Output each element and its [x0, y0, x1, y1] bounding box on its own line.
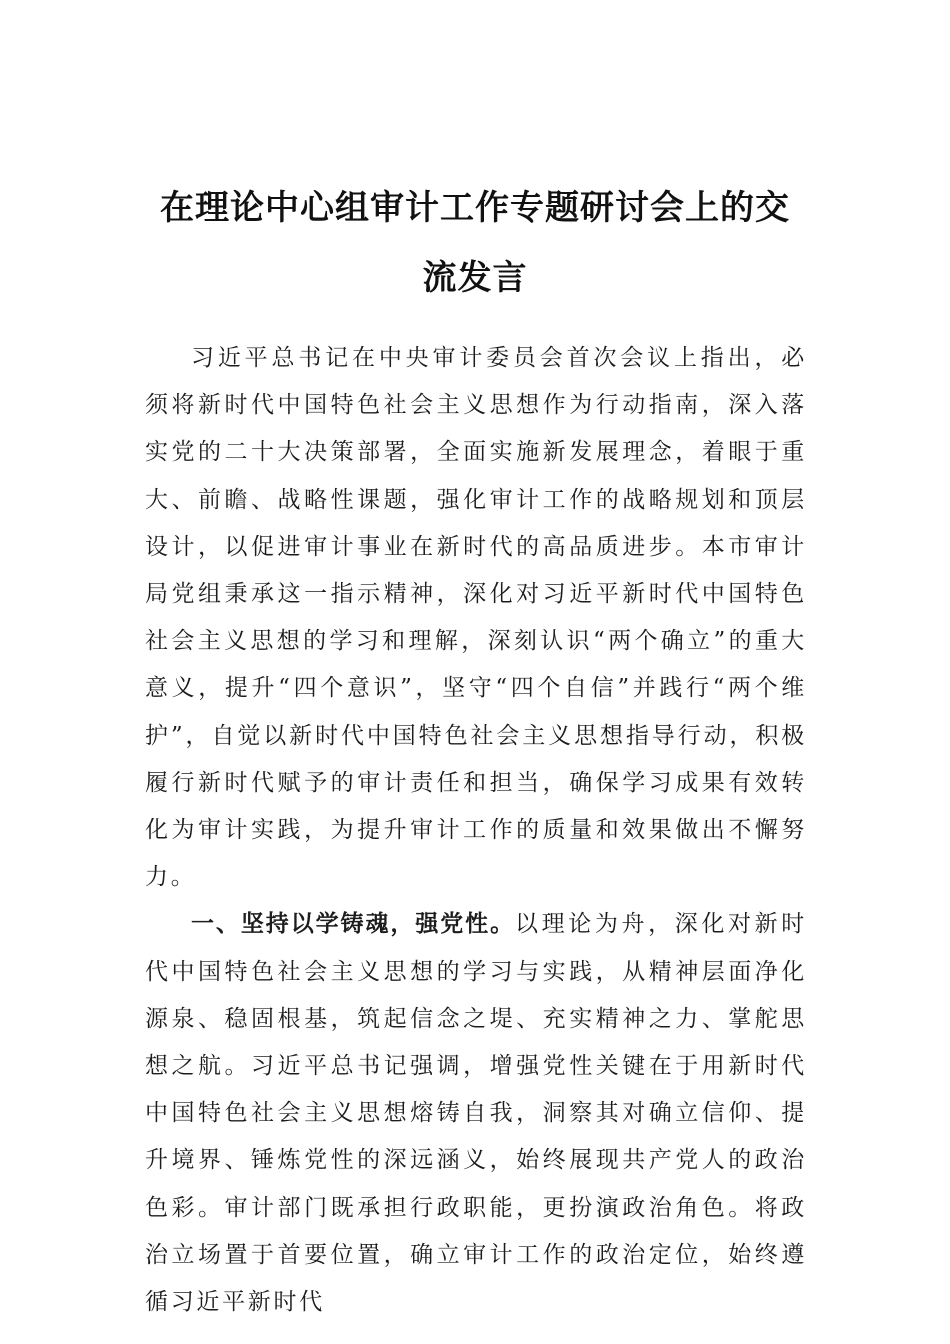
paragraph-intro-text: 习近平总书记在中央审计委员会首次会议上指出，必须将新时代中国特色社会主义思想作为行动指南，深入落实党的二十大决策部署，全面实施新发展理念，着眼于重大、前瞻、战略性课题，强化审计工作的战略规划和顶层设计，以促进审计事业在新时代的高品质进步。本市审计局党组秉承这一指示精神，深化对习近平新时代中国特色社会主义思想的学习和理解，深刻认识“两个确立”的重大意义，提升“四个意识”，坚守“四个自信”并践行“两个维护”，自觉以新时代中国特色社会主义思想指导行动，积极履行新时代赋予的审计责任和担当，确保学习成果有效转化为审计实践，为提升审计工作的质量和效果做出不懈努力。	[145, 345, 807, 891]
section-1-heading: 一、坚持以学铸魂，强党性。	[191, 911, 516, 938]
paragraph-intro	[145, 335, 807, 901]
document-title: 在理论中心组审计工作专题研讨会上的交流发言	[160, 187, 790, 298]
paragraph-section-1	[145, 901, 807, 1326]
document-body	[145, 335, 807, 1326]
section-1-text: 以理论为舟，深化对新时代中国特色社会主义思想的学习与实践，从精神层面净化源泉、稳固根基，筑起信念之堤、充实精神之力、掌舵思想之航。习近平总书记强调，增强党性关键在于用新时代中国特色社会主义思想熔铸自我，洞察其对确立信仰、提升境界、锤炼党性的深远涵义，始终展现共产党人的政治色彩。审计部门既承担行政职能，更扮演政治角色。将政治立场置于首要位置，确立审计工作的政治定位，始终遵循习近平新时代	[145, 911, 808, 1316]
